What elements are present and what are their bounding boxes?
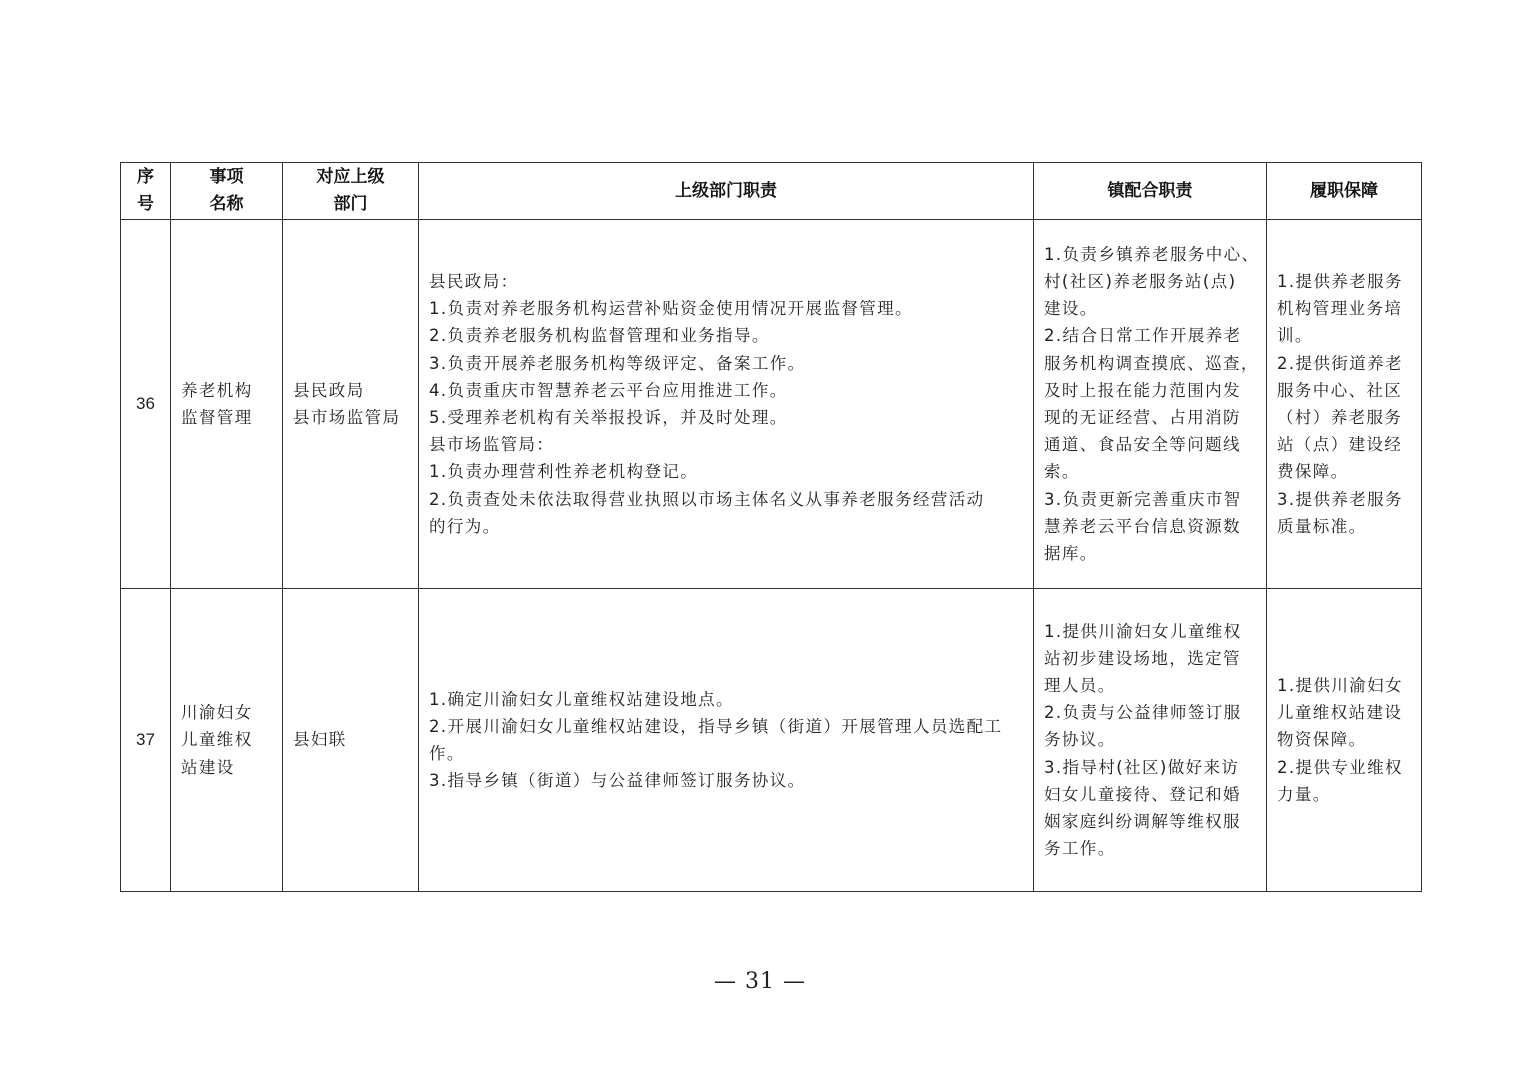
- upper-dept-cell: 县妇联: [283, 589, 419, 892]
- upper-duties-cell: 1.确定川渝妇女儿童维权站建设地点。 2.开展川渝妇女儿童维权站建设，指导乡镇（街道）开展管理人员选配工 作。 3.指导乡镇（街道）与公益律师签订服务协议。: [419, 589, 1034, 892]
- header-guarantee: 履职保障: [1267, 163, 1422, 220]
- guarantee-cell: 1.提供川渝妇女 儿童维权站建设 物资保障。 2.提供专业维权 力量。: [1267, 589, 1422, 892]
- town-duties-cell: 1.提供川渝妇女儿童维权 站初步建设场地，选定管 理人员。 2.负责与公益律师签订服 务协议。 3.指导村(社区)做好来访 妇女儿童接待、登记和婚 姻家庭纠纷调解等维权服 务工作。: [1034, 589, 1267, 892]
- table-row: [121, 220, 1422, 589]
- item-name-cell: 养老机构 监督管理: [171, 220, 283, 589]
- page-number: — 31 —: [714, 969, 806, 994]
- duty-table: [120, 162, 1422, 892]
- town-duties-cell: 1.负责乡镇养老服务中心、 村(社区)养老服务站(点) 建设。 2.结合日常工作开展养老 服务机构调查摸底、巡查， 及时上报在能力范围内发 现的无证经营、占用消防 通道、食品安全等问题线 索。 3.负责更新完善重庆市智 慧养老云平台信息资源数 据库。: [1034, 220, 1267, 589]
- table-row: [121, 589, 1422, 892]
- header-item-name: 事项 名称: [171, 163, 283, 220]
- upper-duties-cell: 县民政局： 1.负责对养老服务机构运营补贴资金使用情况开展监督管理。 2.负责养老服务机构监督管理和业务指导。 3.负责开展养老服务机构等级评定、备案工作。 4.负责重庆市智慧养老云平台应用推进工作。 5.受理养老机构有关举报投诉，并及时处理。 县市场监管局： 1.负责办理营利性养老机构登记。 2.负责查处未依法取得营业执照以市场主体名义从事养老服务经营活动 的行为。: [419, 220, 1034, 589]
- item-name-cell: 川渝妇女 儿童维权 站建设: [171, 589, 283, 892]
- header-upper-duties: 上级部门职责: [419, 163, 1034, 220]
- upper-dept-cell: 县民政局 县市场监管局: [283, 220, 419, 589]
- header-upper-dept: 对应上级 部门: [283, 163, 419, 220]
- guarantee-cell: 1.提供养老服务 机构管理业务培 训。 2.提供街道养老 服务中心、社区 （村）养老服务 站（点）建设经 费保障。 3.提供养老服务 质量标准。: [1267, 220, 1422, 589]
- table-header-row: [121, 163, 1422, 220]
- header-town-duties: 镇配合职责: [1034, 163, 1267, 220]
- header-no: 序 号: [121, 163, 171, 220]
- row-number: 37: [121, 589, 171, 892]
- row-number: 36: [121, 220, 171, 589]
